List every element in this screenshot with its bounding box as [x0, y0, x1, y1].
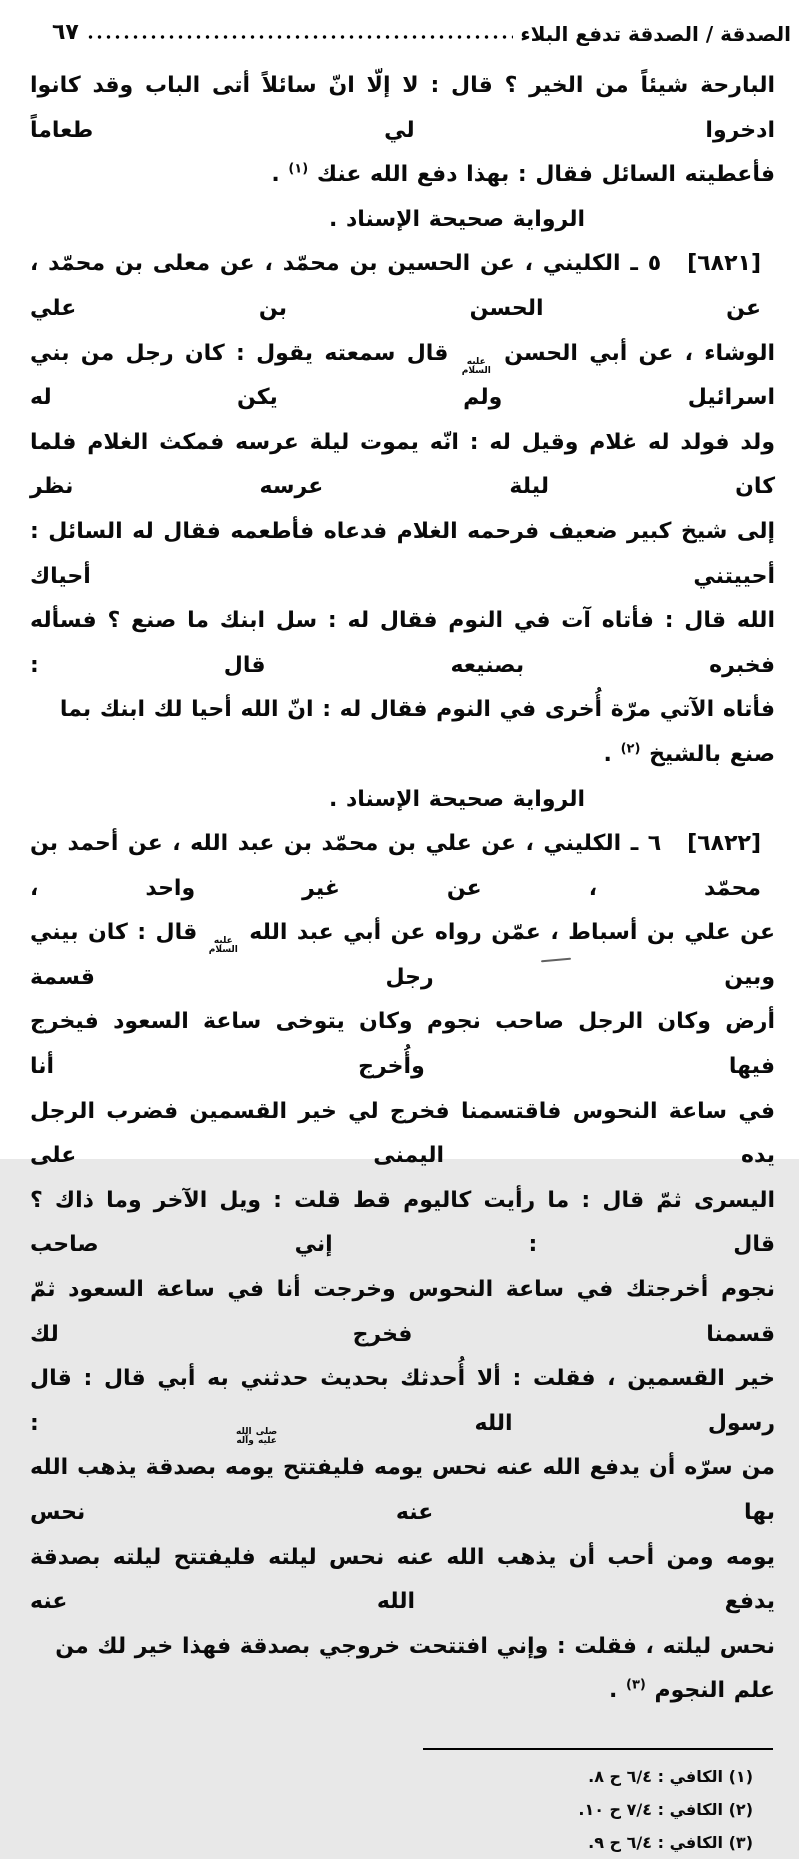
grade-line: الرواية صحيحة الإسناد . — [328, 206, 585, 232]
header-section-title: الصدقة / الصدقة تدفع البلاء — [520, 22, 791, 46]
text-line — [30, 911, 775, 1000]
honorific-bottom: عليه وآله — [236, 1435, 277, 1446]
text-segment: . — [608, 1678, 627, 1704]
hadith-number: [٦٨٢٢] — [687, 831, 761, 857]
honorific-mark — [462, 358, 491, 376]
hadith-number: [٦٨٢١] — [687, 251, 761, 277]
text-segment: . — [271, 162, 289, 188]
text-line: نجوم أخرجتك في ساعة النحوس وخرجت أنا في ساعة السعود ثمّ قسمنا فخرج لك — [30, 1277, 775, 1347]
text-segment: : — [30, 1410, 235, 1436]
honorific-top: صلى الله — [236, 1426, 278, 1437]
text-segment: فأعطيته السائل فقال : بهذا دفع الله عنك — [308, 162, 775, 188]
dot-leader — [86, 35, 514, 39]
text-segment: خير القسمين ، فقلت : ألا أُحدثك بحديث حدثني به أبي قال : قال رسول الله — [30, 1366, 775, 1436]
text-line: البارحة شيئاً من الخير ؟ قال : لا إلّا انّ سائلاً أتى الباب وقد كانوا ادخروا لي طعاماً — [30, 73, 775, 143]
text-line — [30, 1357, 775, 1446]
honorific-bottom: السلام — [208, 945, 238, 956]
text-segment: ٦ ـ الكليني ، عن علي بن محمّد بن عبد الله ، عن أحمد بن محمّد ، عن غير واحد ، — [30, 831, 761, 901]
text-segment: نحس ليلته ، فقلت : وإني افتتحت خروجي بصدقة فهذا خير لك من علم النجوم — [55, 1633, 775, 1704]
footnotes — [0, 1750, 799, 1859]
text-line: في ساعة النحوس فاقتسمنا فخرج لي خير القسمين فضرب الرجل يده اليمنى على — [30, 1098, 775, 1169]
footnote-1: (١) الكافي : ٦/٤ ح ٨. — [588, 1767, 753, 1787]
text-segment: . — [603, 741, 621, 767]
footnote-3: (٣) الكافي : ٦/٤ ح ٩. — [588, 1833, 753, 1853]
text-segment: الوشاء ، عن أبي الحسن — [492, 340, 775, 366]
text-segment: قال : كان بيني وبين رجل قسمة — [30, 920, 775, 990]
text-line: أرض وكان الرجل صاحب نجوم وكان يتوخى ساعة السعود فيخرج فيها وأُخرج أنا — [30, 1009, 775, 1080]
footnote-ref-2: (٢) — [620, 741, 641, 757]
text-line — [30, 332, 775, 421]
text-segment: قال سمعته يقول : كان رجل من بني اسرائيل ولم يكن له — [30, 340, 775, 411]
text-line — [30, 688, 775, 777]
page-body — [0, 46, 799, 1714]
honorific-bottom: السلام — [461, 365, 491, 376]
text-line: اليسرى ثمّ قال : ما رأيت كاليوم قط قلت : ويل الآخر وما ذاك ؟ قال : إني صاحب — [30, 1187, 775, 1258]
text-line: إلى شيخ كبير ضعيف فرحمه الغلام فدعاه فأطعمه فقال له السائل : أحييتني أحياك — [30, 518, 775, 589]
text-line: يومه ومن أحب أن يذهب الله عنه نحس ليلته فليفتتح ليلته بصدقة يدفع الله عنه — [30, 1544, 775, 1615]
text-line: الله قال : فأتاه آت في النوم فقال له : سل ابنك ما صنع ؟ فسأله فخبره بصنيعه قال : — [30, 608, 775, 678]
hadith-start-line — [30, 242, 775, 331]
footnote-ref-1: (١) — [288, 161, 309, 177]
running-header — [0, 0, 799, 46]
honorific-top: عليه — [213, 936, 233, 947]
footnote-2: (٢) الكافي : ٧/٤ ح ١٠. — [578, 1800, 753, 1820]
text-segment: ٥ ـ الكليني ، عن الحسين بن محمّد ، عن معلى بن محمّد ، عن الحسن بن علي — [30, 251, 761, 321]
text-line — [30, 1625, 775, 1714]
text-segment: فأتاه الآتي مرّة أُخرى في النوم فقال له : انّ الله أحيا لك ابنك بما صنع بالشيخ — [59, 697, 775, 767]
text-segment: عن علي بن أسباط ، عمّن رواه عن أبي عبد الله — [239, 920, 775, 946]
text-line: من سرّه أن يدفع الله عنه نحس يومه فليفتتح يومه بصدقة يذهب الله بها عنه نحس — [30, 1455, 775, 1525]
honorific-mark-prophet — [236, 1428, 277, 1446]
text-line: ولد فولد له غلام وقيل له : انّه يموت ليلة عرسه فمكث الغلام فلما كان ليلة عرسه نظر — [30, 429, 775, 500]
footnote-ref-3: (٣) — [626, 1678, 646, 1694]
text-line — [30, 153, 775, 198]
honorific-top: عليه — [466, 356, 486, 367]
hadith-start-line — [30, 822, 775, 911]
honorific-mark — [209, 937, 238, 955]
grade-line: الرواية صحيحة الإسناد . — [328, 786, 585, 812]
page-number: ٦٧ — [52, 20, 79, 45]
